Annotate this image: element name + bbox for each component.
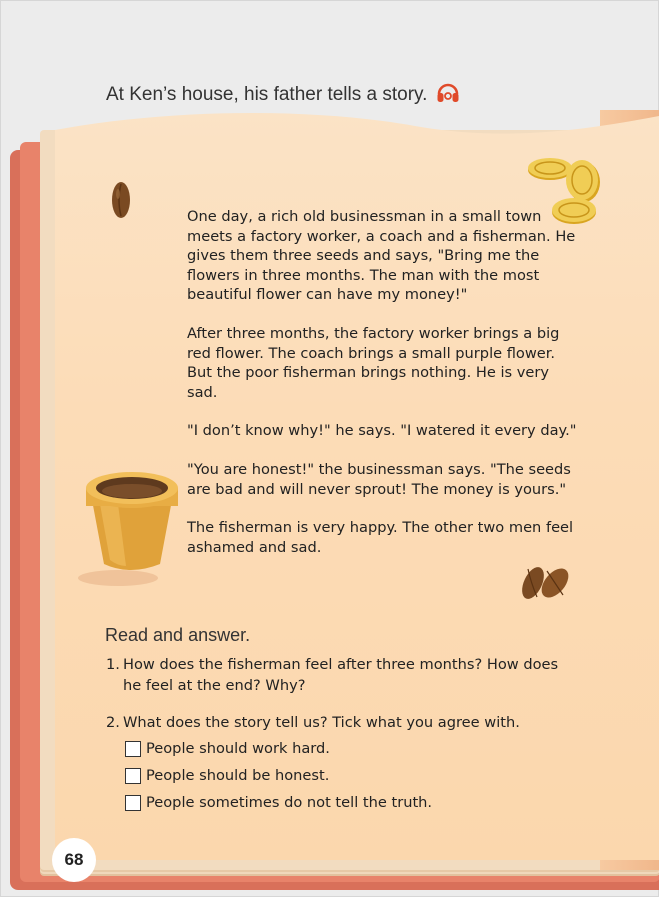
intro-line [106,79,461,111]
exercise-title: Read and answer. [105,625,251,645]
tick-checkbox[interactable] [125,768,141,784]
intro-text: At Ken’s house, his father tells a story. [106,84,428,105]
tick-checkbox[interactable] [125,741,141,757]
option-be-honest[interactable] [125,767,329,784]
question-text: What does the story tell us? Tick what you agree with. [123,714,520,731]
story-paragraph: One day, a rich old businessman in a small town meets a factory worker, a coach and a fisherman. He gives them three seeds and says, "Bring me the flowers in three months. The man with the most beautiful flower can have my money!" [187,208,576,304]
story-paragraph: "I don’t know why!" he says. "I watered it every day." [187,422,577,440]
question-text: How does the fisherman feel after three months? How does [123,656,559,673]
seed-icon [110,180,132,220]
story-paragraph: The fisherman is very happy. The other two men feel ashamed and sad. [187,519,574,556]
story-paragraph: "You are honest!" the businessman says. "The seeds are bad and will never sprout! The money is yours." [187,460,571,498]
option-label: People sometimes do not tell the truth. [146,794,433,811]
option-label: People should work hard. [146,740,330,757]
option-not-tell-truth[interactable] [125,794,432,811]
question-text-continued: he feel at the end? Why? [123,677,306,694]
page-number: 68 [52,838,96,882]
question-number: 1. [106,656,120,673]
story-paragraph: After three months, the factory worker brings a big red flower. The coach brings a small purple flower. But the poor fisherman brings nothing. He is very sad. [187,324,560,401]
headphones-icon[interactable] [435,79,461,111]
question-number: 2. [106,714,120,731]
question-2 [106,712,586,733]
flower-pot-icon [78,460,188,590]
story-text [187,207,577,576]
option-work-hard[interactable] [125,740,330,757]
option-label: People should be honest. [146,767,330,784]
question-1 [106,654,586,696]
tick-checkbox[interactable] [125,795,141,811]
